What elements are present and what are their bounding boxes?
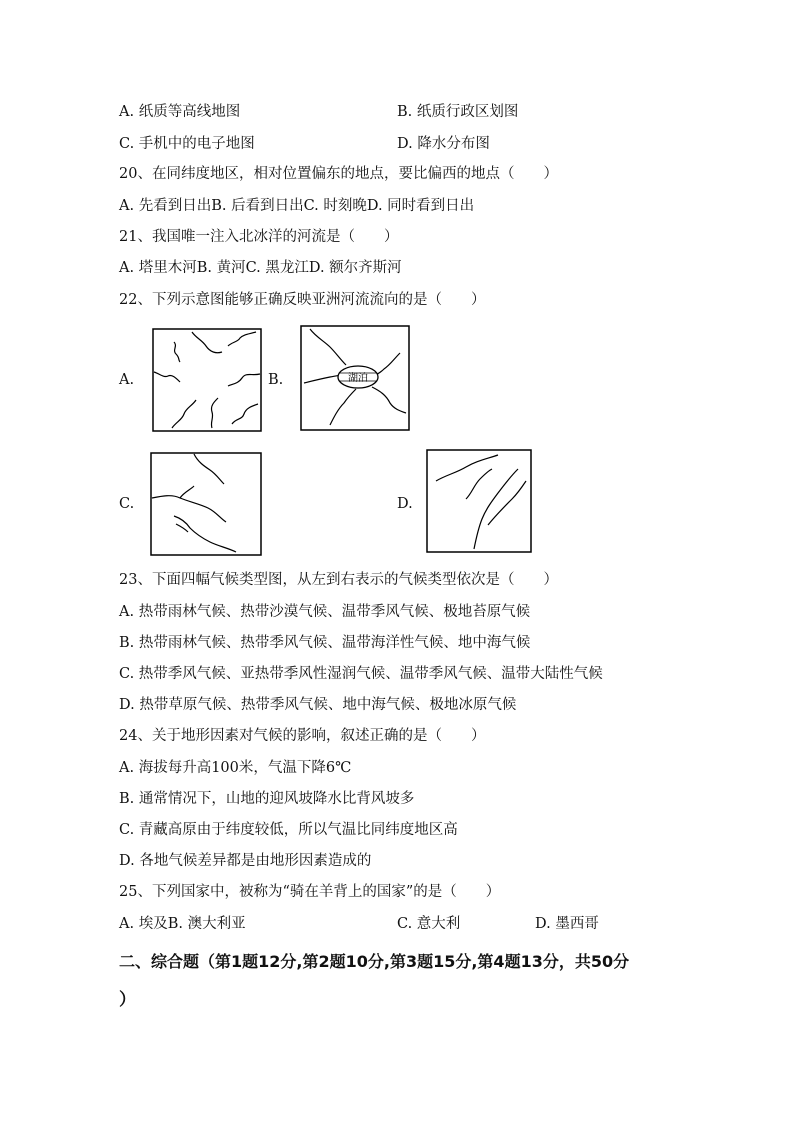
q22-map-b bbox=[300, 325, 410, 431]
q23-option-b: B. 热带雨林气候、热带季风气候、温带海洋性气候、地中海气候 bbox=[119, 635, 531, 651]
q24-stem: 24、关于地形因素对气候的影响，叙述正确的是（ ） bbox=[119, 728, 486, 744]
q22-map-a bbox=[152, 328, 262, 432]
q20-stem: 20、在同纬度地区，相对位置偏东的地点，要比偏西的地点（ ） bbox=[119, 166, 558, 182]
q22-stem: 22、下列示意图能够正确反映亚洲河流流向的是（ ） bbox=[119, 292, 486, 308]
section2-heading: 二、综合题（第1题12分,第2题10分,第3题15分,第4题13分，共50分 bbox=[119, 952, 630, 971]
q23-option-d: D. 热带草原气候、热带季风气候、地中海气候、极地冰原气候 bbox=[119, 697, 517, 713]
section2-heading-cont: ） bbox=[119, 990, 136, 1010]
q24-option-a: A. 海拔每升高100米，气温下降6℃ bbox=[119, 760, 352, 776]
q21-stem: 21、我国唯一注入北冰洋的河流是（ ） bbox=[119, 229, 399, 245]
q25-stem: 25、下列国家中，被称为“骑在羊背上的国家”的是（ ） bbox=[119, 884, 501, 900]
q22-label-d: D. bbox=[397, 496, 413, 512]
q25-option-d: D. 墨西哥 bbox=[535, 916, 599, 932]
q23-stem: 23、下面四幅气候类型图，从左到右表示的气候类型依次是（ ） bbox=[119, 572, 558, 588]
q20-options: A. 先看到日出B. 后看到日出C. 时刻晚D. 同时看到日出 bbox=[119, 198, 475, 214]
q24-option-d: D. 各地气候差异都是由地形因素造成的 bbox=[119, 853, 372, 869]
q24-option-b: B. 通常情况下，山地的迎风坡降水比背风坡多 bbox=[119, 791, 415, 807]
q22-map-c bbox=[150, 452, 262, 556]
q22-map-d bbox=[426, 449, 532, 553]
q19-option-d: D. 降水分布图 bbox=[397, 136, 490, 152]
q22-label-c: C. bbox=[119, 496, 135, 512]
q23-option-c: C. 热带季风气候、亚热带季风性湿润气候、温带季风气候、温带大陆性气候 bbox=[119, 666, 603, 682]
q22-label-a: A. bbox=[119, 372, 135, 388]
q25-option-c: C. 意大利 bbox=[397, 916, 461, 932]
q25-option-ab: A. 埃及B. 澳大利亚 bbox=[119, 916, 246, 932]
q24-option-c: C. 青藏高原由于纬度较低，所以气温比同纬度地区高 bbox=[119, 822, 458, 838]
q23-option-a: A. 热带雨林气候、热带沙漠气候、温带季风气候、极地苔原气候 bbox=[119, 604, 531, 620]
q22-label-b: B. bbox=[268, 372, 284, 388]
q19-option-c: C. 手机中的电子地图 bbox=[119, 136, 255, 152]
q19-option-a: A. 纸质等高线地图 bbox=[119, 104, 241, 120]
q19-option-b: B. 纸质行政区划图 bbox=[397, 104, 519, 120]
q21-options: A. 塔里木河B. 黄河C. 黑龙江D. 额尔齐斯河 bbox=[119, 260, 402, 276]
lake-label: 湖泊 bbox=[348, 373, 368, 384]
